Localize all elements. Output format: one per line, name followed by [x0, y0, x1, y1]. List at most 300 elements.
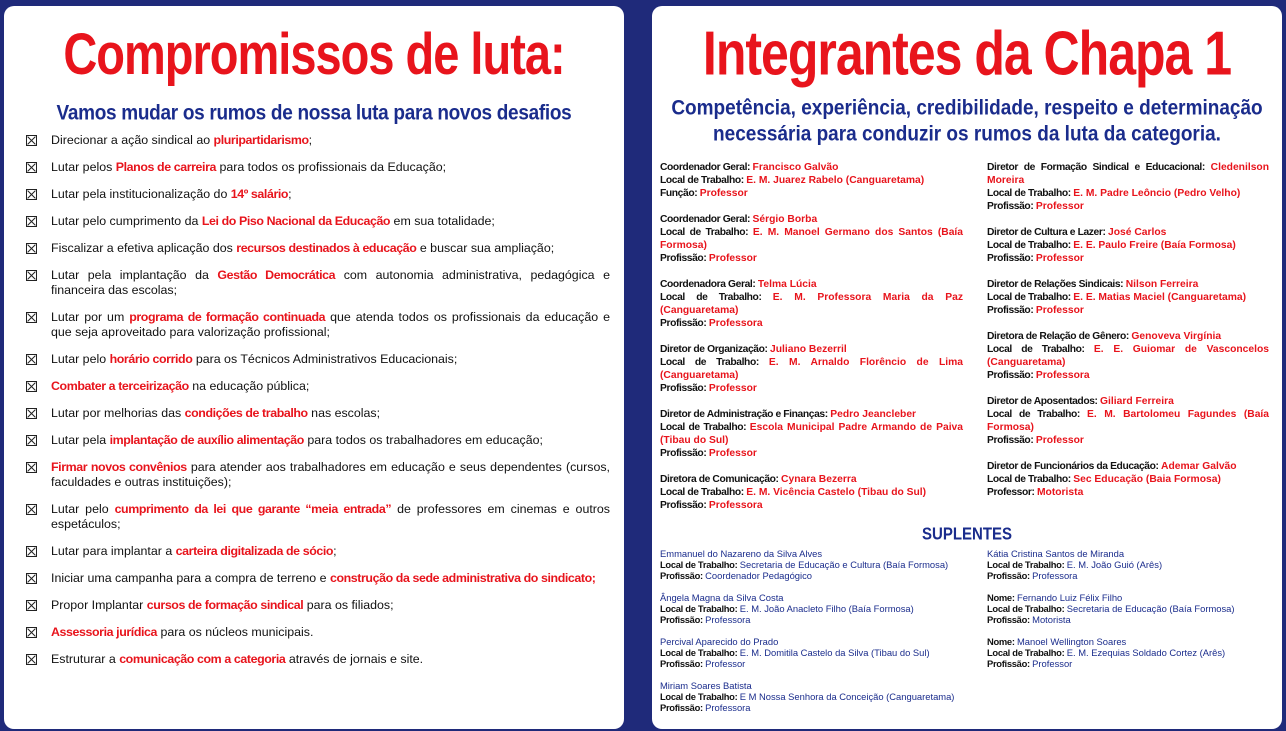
suplente-name-line: [660, 548, 963, 559]
member-name: Nilson Ferreira: [1125, 279, 1199, 290]
commitment-highlight: pluripartidarismo: [213, 133, 309, 147]
suplente-name: Fernando Luiz Félix Filho: [1016, 592, 1123, 603]
workplace-label: Local de Trabalho:: [660, 357, 769, 368]
commitment-text-post: ;: [308, 133, 313, 147]
suplente-entry: [987, 592, 1282, 625]
commitment-highlight: Combater a terceirização: [51, 379, 189, 393]
name-label: Nome:: [987, 636, 1017, 647]
commitment-highlight: horário corrido: [109, 352, 193, 366]
commitment-highlight: Planos de carreira: [115, 160, 216, 174]
commitment-text: [51, 187, 610, 202]
commitment-text-pre: Fiscalizar a efetiva aplicação dos: [51, 241, 237, 255]
suplente-entry: [660, 680, 963, 713]
member-workplace: E. E. Paulo Freire (Baía Formosa): [1073, 240, 1236, 251]
suplente-name-line: [987, 548, 1282, 559]
suplente-name: Ângela Magna da Silva Costa: [660, 592, 784, 603]
member-workplace-line: [987, 187, 1269, 200]
suplente-workplace-line: [987, 647, 1282, 658]
member-profession: Professora: [708, 500, 763, 511]
profession-label: Profissão:: [660, 570, 706, 581]
checkbox-x-icon: [26, 504, 37, 515]
commitment-highlight: Firmar novos convênios: [51, 460, 187, 474]
member-name: Telma Lúcia: [757, 279, 817, 290]
commitment-text: [51, 502, 610, 532]
workplace-label: Local de Trabalho:: [660, 559, 740, 570]
member-workplace-line: [987, 291, 1269, 304]
subtitle-line-2: necessária para conduzir os rumos da luta da categoria.: [713, 123, 1221, 147]
commitment-highlight: cursos de formação sindical: [146, 598, 304, 612]
member-name: Cledenilson Moreira: [987, 162, 1269, 186]
member-name: Genoveva Virgínia: [1131, 331, 1222, 342]
suplente-entry: [987, 636, 1282, 669]
suplente-profession: Professor: [1032, 658, 1073, 669]
suplente-profession-line: [660, 570, 963, 581]
member-role: Diretor de Cultura e Lazer:: [987, 227, 1108, 238]
suplente-workplace-line: [660, 647, 963, 658]
member-workplace: E. M. Padre Leôncio (Pedro Velho): [1073, 188, 1241, 199]
commitment-item: [26, 652, 610, 667]
member-role: Diretor de Organização:: [660, 344, 770, 355]
member-role-line: [660, 213, 963, 226]
member-workplace: Sec Educação (Baia Formosa): [1073, 474, 1221, 485]
profession-label: Profissão:: [987, 201, 1036, 212]
integrantes-title: Integrantes da Chapa 1: [702, 18, 1232, 88]
suplente-profession-line: [660, 702, 963, 713]
member-role-line: [987, 460, 1269, 473]
member-role: Diretora de Comunicação:: [660, 474, 782, 485]
member-profession-line: [660, 499, 963, 512]
member-role: Coordenador Geral:: [660, 214, 753, 225]
commitment-highlight: recursos destinados à educação: [236, 241, 417, 255]
member-profession: Professor: [1035, 201, 1084, 212]
member-role: Diretor de Aposentados:: [987, 396, 1101, 407]
commitment-text-post: para todos os trabalhadores em educação;: [303, 433, 543, 447]
commitment-item: [26, 502, 610, 532]
commitment-item: [26, 268, 610, 298]
member-role-line: [987, 395, 1269, 408]
commitment-text-pre: Direcionar a ação sindical ao: [51, 133, 214, 147]
member-role-line: [660, 278, 963, 291]
suplente-workplace-line: [987, 603, 1282, 614]
member-role-line: [987, 226, 1269, 239]
member-workplace-line: [660, 486, 963, 499]
member-profession: Professor: [1035, 435, 1084, 446]
member-workplace: E. M. Professora Maria da Paz (Canguaretama): [660, 292, 963, 316]
commitment-text: [51, 571, 610, 586]
checkbox-x-icon: [26, 381, 37, 392]
commitment-item: [26, 406, 610, 421]
checkbox-x-icon: [26, 135, 37, 146]
checkbox-x-icon: [26, 627, 37, 638]
member-profession: Professor: [1035, 253, 1084, 264]
commitment-text: [51, 379, 610, 394]
member-entry: [987, 278, 1269, 317]
member-entry: [987, 330, 1269, 382]
member-profession-line: [987, 486, 1269, 499]
profession-label: Profissão:: [987, 435, 1036, 446]
checkbox-x-icon: [26, 189, 37, 200]
suplente-profession-line: [987, 614, 1282, 625]
commitment-text-pre: Estruturar a: [51, 652, 120, 666]
commitment-item: [26, 433, 610, 448]
commitment-text: [51, 133, 610, 148]
commitment-text-post: em sua totalidade;: [390, 214, 495, 228]
profession-label: Profissão:: [660, 383, 709, 394]
workplace-label: Local de Trabalho:: [987, 474, 1074, 485]
member-workplace-line: [987, 473, 1269, 486]
integrantes-subtitle: [652, 96, 1282, 149]
workplace-label: Local de Trabalho:: [660, 175, 747, 186]
commitment-text-pre: Lutar pela implantação da: [51, 268, 218, 282]
commitment-text-pre: Lutar pela institucionalização do: [51, 187, 231, 201]
suplente-workplace: Secretaria de Educação e Cultura (Baía Formosa): [739, 559, 949, 570]
commitment-highlight: Assessoria jurídica: [51, 625, 158, 639]
member-entry: [660, 473, 963, 512]
suplente-workplace-line: [987, 559, 1282, 570]
member-workplace: E. E. Guiomar de Vasconcelos (Canguaretama): [987, 344, 1269, 368]
profession-label: Profissão:: [987, 305, 1036, 316]
profession-label: Profissão:: [660, 702, 706, 713]
member-workplace: E. M. Juarez Rabelo (Canguaretama): [746, 175, 925, 186]
commitment-item: [26, 160, 610, 175]
compromissos-panel: [4, 6, 624, 729]
commitment-highlight: cumprimento da lei que garante “meia entrada”: [114, 502, 392, 516]
workplace-label: Local de Trabalho:: [987, 344, 1094, 355]
checkbox-x-icon: [26, 573, 37, 584]
member-workplace-line: [987, 343, 1269, 369]
suplente-name: Miriam Soares Batista: [660, 680, 752, 691]
profession-label: Profissão:: [660, 318, 709, 329]
commitment-text-post: para todos os profissionais da Educação;: [216, 160, 447, 174]
commitment-highlight: construção da sede administrativa do sindicato;: [329, 571, 596, 585]
member-profession: Professor: [699, 188, 748, 199]
commitment-text-pre: Lutar por melhorias das: [51, 406, 185, 420]
compromissos-subtitle: Vamos mudar os rumos de nossa luta para novos desafios: [56, 101, 572, 125]
member-name: Ademar Galvão: [1161, 461, 1237, 472]
member-name: Giliard Ferreira: [1100, 396, 1174, 407]
member-entry: [987, 161, 1269, 213]
member-profession: Professor: [708, 448, 757, 459]
checkbox-x-icon: [26, 462, 37, 473]
suplente-profession: Motorista: [1032, 614, 1071, 625]
member-workplace-line: [660, 174, 963, 187]
member-profession-line: [987, 200, 1269, 213]
commitment-item: [26, 598, 610, 613]
suplentes-column-right: [987, 548, 1282, 680]
workplace-label: Local de Trabalho:: [987, 292, 1074, 303]
profession-label: Profissão:: [987, 658, 1033, 669]
commitment-text-post: na educação pública;: [188, 379, 310, 393]
commitment-text-pre: Lutar pelo cumprimento da: [51, 214, 202, 228]
checkbox-x-icon: [26, 270, 37, 281]
suplente-name-line: [660, 592, 963, 603]
commitment-text-post: para os núcleos municipais.: [157, 625, 314, 639]
commitment-item: [26, 460, 610, 490]
checkbox-x-icon: [26, 354, 37, 365]
workplace-label: Local de Trabalho:: [987, 647, 1067, 658]
workplace-label: Local de Trabalho:: [660, 487, 747, 498]
member-profession: Professora: [708, 318, 763, 329]
suplente-profession: Professora: [705, 614, 751, 625]
commitment-highlight: implantação de auxílio alimentação: [109, 433, 304, 447]
suplente-workplace: E. M. Domitila Castelo da Silva (Tibau do Sul): [739, 647, 930, 658]
member-profession: Professora: [1035, 370, 1090, 381]
member-profession: Motorista: [1036, 487, 1084, 498]
suplente-workplace: E. M. Ezequias Soldado Cortez (Arês): [1066, 647, 1226, 658]
member-profession-line: [660, 187, 963, 200]
suplente-workplace-line: [660, 559, 963, 570]
member-role: Diretor de Funcionários da Educação:: [987, 461, 1162, 472]
commitment-text-post: ;: [333, 544, 337, 558]
suplente-profession: Coordenador Pedagógico: [705, 570, 813, 581]
profession-label: Profissão:: [987, 570, 1033, 581]
member-role: Diretora de Relação de Gênero:: [987, 331, 1132, 342]
member-role-line: [660, 343, 963, 356]
commitment-text-pre: Iniciar uma campanha para a compra de terreno e: [51, 571, 330, 585]
commitment-text: [51, 268, 610, 298]
checkbox-x-icon: [26, 435, 37, 446]
profession-label: Profissão:: [660, 500, 709, 511]
member-workplace-line: [987, 239, 1269, 252]
member-entry: [987, 226, 1269, 265]
commitment-text-post: ;: [288, 187, 292, 201]
suplente-workplace: E M Nossa Senhora da Conceição (Canguaretama): [739, 691, 955, 702]
commitment-item: [26, 352, 610, 367]
commitment-text: [51, 460, 610, 490]
member-workplace-line: [660, 421, 963, 447]
workplace-label: Local de Trabalho:: [987, 559, 1067, 570]
member-workplace: Escola Municipal Padre Armando de Paiva (Tibau do Sul): [660, 422, 964, 446]
member-name: Sérgio Borba: [752, 214, 818, 225]
commitment-text: [51, 241, 610, 256]
member-name: Cynara Bezerra: [781, 474, 857, 485]
member-entry: [660, 161, 963, 200]
commitment-highlight: carteira digitalizada de sócio: [175, 544, 334, 558]
members-column-left: [660, 161, 963, 525]
commitment-highlight: 14º salário: [230, 187, 289, 201]
members-column-right: [987, 161, 1269, 512]
workplace-label: Local de Trabalho:: [660, 422, 750, 433]
member-role-line: [660, 473, 963, 486]
workplace-label: Local de Trabalho:: [987, 240, 1074, 251]
checkbox-x-icon: [26, 546, 37, 557]
workplace-label: Local de Trabalho:: [660, 227, 753, 238]
workplace-label: Local de Trabalho:: [660, 647, 740, 658]
member-workplace-line: [987, 408, 1269, 434]
integrantes-panel: [652, 6, 1282, 729]
member-workplace: E. M. Manoel Germano dos Santos (Baía Formosa): [660, 227, 964, 251]
suplente-profession: Professor: [705, 658, 746, 669]
commitment-text: [51, 598, 610, 613]
workplace-label: Local de Trabalho:: [660, 603, 740, 614]
commitment-text-post: e buscar sua ampliação;: [416, 241, 555, 255]
commitment-text-post: para atender aos trabalhadores em educação e seus dependentes (cursos, faculdades e outras instituições);: [51, 460, 611, 489]
member-profession: Professor: [708, 253, 757, 264]
profession-label: Profissão:: [987, 370, 1036, 381]
member-entry: [660, 278, 963, 330]
commitment-text-pre: Lutar por um: [51, 310, 130, 324]
member-entry: [660, 213, 963, 265]
compromissos-list: [4, 133, 624, 667]
member-profession-line: [987, 304, 1269, 317]
member-workplace: E. M. Vicência Castelo (Tibau do Sul): [746, 487, 927, 498]
commitment-item: [26, 379, 610, 394]
suplente-workplace: Secretaria de Educação (Baía Formosa): [1066, 603, 1235, 614]
suplente-name-line: [987, 592, 1282, 603]
member-profession: Professor: [708, 383, 757, 394]
workplace-label: Local de Trabalho:: [660, 691, 740, 702]
commitment-text-pre: Lutar pelos: [51, 160, 116, 174]
suplentes-title: SUPLENTES: [921, 524, 1012, 545]
member-role-line: [987, 161, 1269, 187]
commitment-item: [26, 310, 610, 340]
member-profession-line: [660, 447, 963, 460]
checkbox-x-icon: [26, 243, 37, 254]
commitment-text-post: através de jornais e site.: [285, 652, 424, 666]
commitment-text: [51, 214, 610, 229]
suplente-entry: [660, 548, 963, 581]
commitment-highlight: condições de trabalho: [184, 406, 308, 420]
workplace-label: Local de Trabalho:: [987, 409, 1088, 420]
member-name: José Carlos: [1107, 227, 1167, 238]
member-name: Juliano Bezerril: [770, 344, 847, 355]
checkbox-x-icon: [26, 312, 37, 323]
member-workplace: E. E. Matias Maciel (Canguaretama): [1073, 292, 1247, 303]
commitment-item: [26, 625, 610, 640]
member-role: Diretor de Formação Sindical e Educacional:: [987, 162, 1211, 173]
commitment-text-post: de professores em cinemas e outros espetáculos;: [51, 502, 610, 531]
suplente-name: Manoel Wellington Soares: [1016, 636, 1127, 647]
commitment-text: [51, 352, 610, 367]
compromissos-title: Compromissos de luta:: [63, 20, 565, 87]
member-workplace-line: [660, 291, 963, 317]
member-entry: [660, 343, 963, 395]
commitment-text: [51, 160, 610, 175]
name-label: Nome:: [987, 592, 1017, 603]
member-entry: [660, 408, 963, 460]
suplente-workplace-line: [660, 603, 963, 614]
commitment-text: [51, 310, 610, 340]
commitment-highlight: comunicação com a categoria: [119, 652, 286, 666]
commitment-text: [51, 652, 610, 667]
suplente-workplace: E. M. João Anacleto Filho (Baía Formosa): [739, 603, 914, 614]
profession-label: Profissão:: [987, 614, 1033, 625]
commitment-item: [26, 187, 610, 202]
checkbox-x-icon: [26, 408, 37, 419]
suplente-profession-line: [660, 658, 963, 669]
suplente-name: Emmanuel do Nazareno da Silva Alves: [660, 548, 823, 559]
profession-label: Profissão:: [660, 448, 709, 459]
commitment-text-post: que atenda todos os profissionais da educação e que seja aproveitado para valorização profissional;: [51, 310, 610, 339]
suplente-profession-line: [987, 658, 1282, 669]
commitment-text-pre: Propor Implantar: [51, 598, 147, 612]
commitment-item: [26, 241, 610, 256]
commitment-text-post: com autonomia administrativa, pedagógica e financeira das escolas;: [51, 268, 610, 297]
suplente-name-line: [987, 636, 1282, 647]
profession-label: Profissão:: [660, 253, 709, 264]
member-role-line: [660, 161, 963, 174]
member-role-line: [987, 330, 1269, 343]
workplace-label: Local de Trabalho:: [987, 188, 1074, 199]
commitment-text-pre: Lutar pelo: [51, 502, 115, 516]
member-profession-line: [660, 317, 963, 330]
commitment-highlight: programa de formação continuada: [129, 310, 326, 324]
suplente-name: Percival Aparecido do Prado: [660, 636, 779, 647]
member-workplace-line: [660, 356, 963, 382]
suplente-name: Kátia Cristina Santos de Miranda: [987, 548, 1125, 559]
suplente-profession-line: [660, 614, 963, 625]
commitment-text: [51, 625, 610, 640]
commitment-item: [26, 214, 610, 229]
commitment-text: [51, 433, 610, 448]
profession-label: Profissão:: [660, 614, 706, 625]
suplente-profession-line: [987, 570, 1282, 581]
member-name: Francisco Galvão: [752, 162, 839, 173]
member-profession-line: [987, 434, 1269, 447]
member-role: Diretor de Administração e Finanças:: [660, 409, 831, 420]
commitment-text-post: para os filiados;: [303, 598, 394, 612]
suplentes-column-left: [660, 548, 963, 724]
checkbox-x-icon: [26, 654, 37, 665]
member-workplace-line: [660, 226, 963, 252]
suplente-name-line: [660, 680, 963, 691]
member-role: Coordenadora Geral:: [660, 279, 758, 290]
member-profession: Professor: [1035, 305, 1084, 316]
member-name: Pedro Jeancleber: [830, 409, 917, 420]
checkbox-x-icon: [26, 600, 37, 611]
commitment-text-pre: Lutar pela: [51, 433, 110, 447]
commitment-text-post: para os Técnicos Administrativos Educacionais;: [192, 352, 458, 366]
subtitle-line-1: Competência, experiência, credibilidade, respeito e determinação: [671, 96, 1263, 120]
member-profession-line: [660, 252, 963, 265]
workplace-label: Local de Trabalho:: [987, 603, 1067, 614]
workplace-label: Local de Trabalho:: [660, 292, 773, 303]
profession-label: Função:: [660, 188, 700, 199]
commitment-item: [26, 544, 610, 559]
commitment-text-pre: Lutar pelo: [51, 352, 110, 366]
suplente-profession: Professora: [705, 702, 751, 713]
suplente-profession: Professora: [1032, 570, 1078, 581]
member-role-line: [660, 408, 963, 421]
member-role-line: [987, 278, 1269, 291]
commitment-text: [51, 544, 610, 559]
member-profession-line: [987, 369, 1269, 382]
commitment-item: [26, 571, 610, 586]
member-entry: [987, 395, 1269, 447]
suplente-name-line: [660, 636, 963, 647]
commitment-text-post: nas escolas;: [307, 406, 381, 420]
profession-label: Profissão:: [660, 658, 706, 669]
member-workplace: E. M. Arnaldo Florêncio de Lima (Canguaretama): [660, 357, 963, 381]
member-role: Diretor de Relações Sindicais:: [987, 279, 1126, 290]
member-entry: [987, 460, 1269, 499]
checkbox-x-icon: [26, 216, 37, 227]
member-workplace: E. M. Bartolomeu Fagundes (Baía Formosa): [987, 409, 1270, 433]
suplente-workplace-line: [660, 691, 963, 702]
commitment-text-pre: Lutar para implantar a: [51, 544, 176, 558]
commitment-highlight: Lei do Piso Nacional da Educação: [201, 214, 391, 228]
member-profession-line: [987, 252, 1269, 265]
suplente-entry: [660, 636, 963, 669]
suplente-workplace: E. M. João Guió (Arês): [1066, 559, 1163, 570]
commitment-text: [51, 406, 610, 421]
suplente-entry: [660, 592, 963, 625]
member-profession-line: [660, 382, 963, 395]
commitment-item: [26, 133, 610, 148]
commitment-highlight: Gestão Democrática: [217, 268, 336, 282]
member-role: Coordenador Geral:: [660, 162, 753, 173]
profession-label: Profissão:: [987, 253, 1036, 264]
